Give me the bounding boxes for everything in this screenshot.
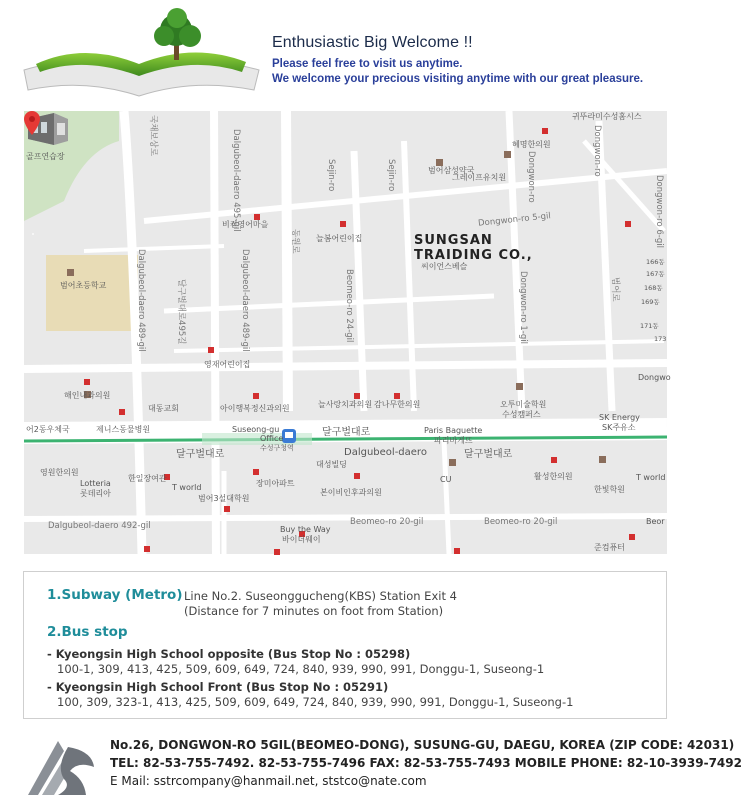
map-label: 167동 [646,270,665,278]
map-label: 씨이언스베슬 [421,262,468,271]
map-label: 대성빌딩 [316,460,347,469]
map-label: 해인내과의원 [64,391,111,400]
footer-address: No.26, DONGWON-RO 5GIL(BEOMEO-DONG), SUSUNG-GU, DAEGU, KOREA (ZIP CODE: 42031) [110,738,735,752]
map-label: 활성한의원 [534,472,573,481]
map-label: Dongwon-ro 1-gil [518,271,528,344]
map-label: 169동 [641,298,660,306]
map-label: Dalgubeol-daero 489-gil [136,249,146,352]
map-label: 롯데리아 [80,489,111,498]
map-label: 171동 [640,322,659,330]
map-label: Beomeo-ro 24-gil [344,269,354,343]
bus-stop-title: - Kyeongsin High School Front (Bus Stop No : 05291) [47,680,389,694]
map-label: 골프연습장 [26,152,65,161]
subway-line-1: Line No.2. Suseonggucheng(KBS) Station Exit 4 [184,589,457,603]
map-label: 수성캠퍼스 [502,410,541,419]
map-label: Sejin-ro [326,159,336,192]
company-name-line-2: TRAIDING CO., [414,248,533,263]
bus-stop-routes: 100-1, 309, 413, 425, 509, 609, 649, 724, 840, 939, 990, 991, Donggu-1, Suseong-1 [57,662,545,676]
map-label: 파리바게뜨 [434,436,473,445]
subway-heading: 1.Subway (Metro) [47,587,183,603]
map-label: 168동 [644,284,663,292]
map-label: 달구벌대로 [176,449,225,460]
map-label: 범어초등학교 [60,281,107,290]
map-label: Dongwon-ro [592,125,602,177]
map-label: 감나무한의원 [374,400,421,409]
map-label: 그레이프유치원 [452,173,507,182]
map-label: 장미아파트 [256,479,295,488]
map-label: 비컨영어마을 [222,220,269,229]
map-label: Paris Baguette [424,426,483,435]
company-map-label [414,233,533,263]
bus-heading: 2.Bus stop [47,624,128,640]
map-label: 준컴퓨터 [594,543,625,552]
map-label: 달구벌대로 [322,427,371,438]
map-label: Dalgubeol-daero 495-gil [231,129,241,232]
map-label: 늘봄어린이집 [316,234,363,243]
map-label: Sejin-ro [386,159,396,192]
map-label: 한일장여관 [128,474,167,483]
map-label: Buy the Way [280,525,331,534]
map-label: Lotteria [80,479,111,488]
map-label: 한빛학원 [594,485,625,494]
map-label: 대동교회 [148,404,179,413]
subway-line-2: (Distance for 7 minutes on foot from Station) [184,604,444,618]
map-label: Dalgubeol-daero [344,447,427,458]
map-label: 아이행복정신과의원 [220,404,290,413]
company-footer [0,730,742,800]
welcome-line-2: We welcome your precious visiting anytime with our great pleasure. [272,73,644,85]
map-label: 범어3설대학원 [198,494,250,503]
footer-phones: TEL: 82-53-755-7492. 82-53-755-7496 FAX: 82-53-755-7493 MOBILE PHONE: 82-10-3939-7492 [110,756,742,770]
map-label: 본이비인후과의원 [320,488,382,497]
map-label: Beor [646,517,665,526]
map-label: Beomeo-ro 20-gil [350,517,424,527]
open-book-tree-illustration [14,12,264,102]
company-name-line-1: SUNGSAN [414,233,493,248]
map-label: Beomeo-ro 20-gil [484,517,558,527]
map-label: Dongwon-ro [526,151,536,203]
map-label: 혜명한의원 [512,140,551,149]
location-pin-icon[interactable] [24,111,40,135]
welcome-line-1: Please feel free to visit us anytime. [272,58,463,70]
map-label: 166동 [646,258,665,266]
bus-stop-title: - Kyeongsin High School opposite (Bus Stop No : 05298) [47,647,411,661]
map-label: 오투미술학원 [500,400,547,409]
map-label: T world [172,483,202,492]
map-label: Office [260,434,284,443]
map-label: T world [636,473,666,482]
map-label: Dongwon-ro 5-gil [477,211,552,229]
map-label: 어2동우체국 [26,425,70,434]
directions-box [23,571,667,719]
map-label: 수성구청역 [260,444,294,452]
map-label: 제니스동물병원 [96,425,151,434]
map-label: 국채보상로 [148,115,158,157]
map-label: 영재어린이집 [204,360,251,369]
map-label: CU [440,475,452,484]
map-label: 바이더웨이 [282,535,321,544]
map-label: 늘사랑치과의원 [318,400,373,409]
map-label: 영원한의원 [40,468,79,477]
map-label: 173 [654,335,667,343]
map-label: Dalgubeol-daero 489-gil [240,249,250,352]
map-label: 달구벌대로 [464,449,513,460]
map-label: Dongwo [638,373,671,382]
map-label: 범어로 [610,277,620,302]
map-label: SK Energy [599,413,640,422]
location-map[interactable] [24,111,671,554]
map-label: 범어삼성약국 [428,166,475,175]
welcome-title: Enthusiastic Big Welcome !! [272,34,473,51]
bus-stop-routes: 100, 309, 323-1, 413, 425, 509, 609, 649, 724, 840, 939, 990, 991, Donggu-1, Suseong-1 [57,695,574,709]
footer-email[interactable]: E Mail: sstrcompany@hanmail.net, ststco@nate.com [110,774,427,788]
map-label: 귀뚜라미수성홈시스 [572,112,642,121]
welcome-banner [0,0,731,108]
map-label: 달구벌대로495길 [176,279,186,345]
map-label: 동원로 [290,229,300,254]
company-logo-icon [28,737,98,797]
map-label: Dongwon-ro 6-gil [654,175,664,248]
map-label: Dalgubeol-daero 492-gil [48,521,151,531]
map-label: Suseong-gu [232,425,280,434]
map-label: SK주유소 [602,423,636,432]
